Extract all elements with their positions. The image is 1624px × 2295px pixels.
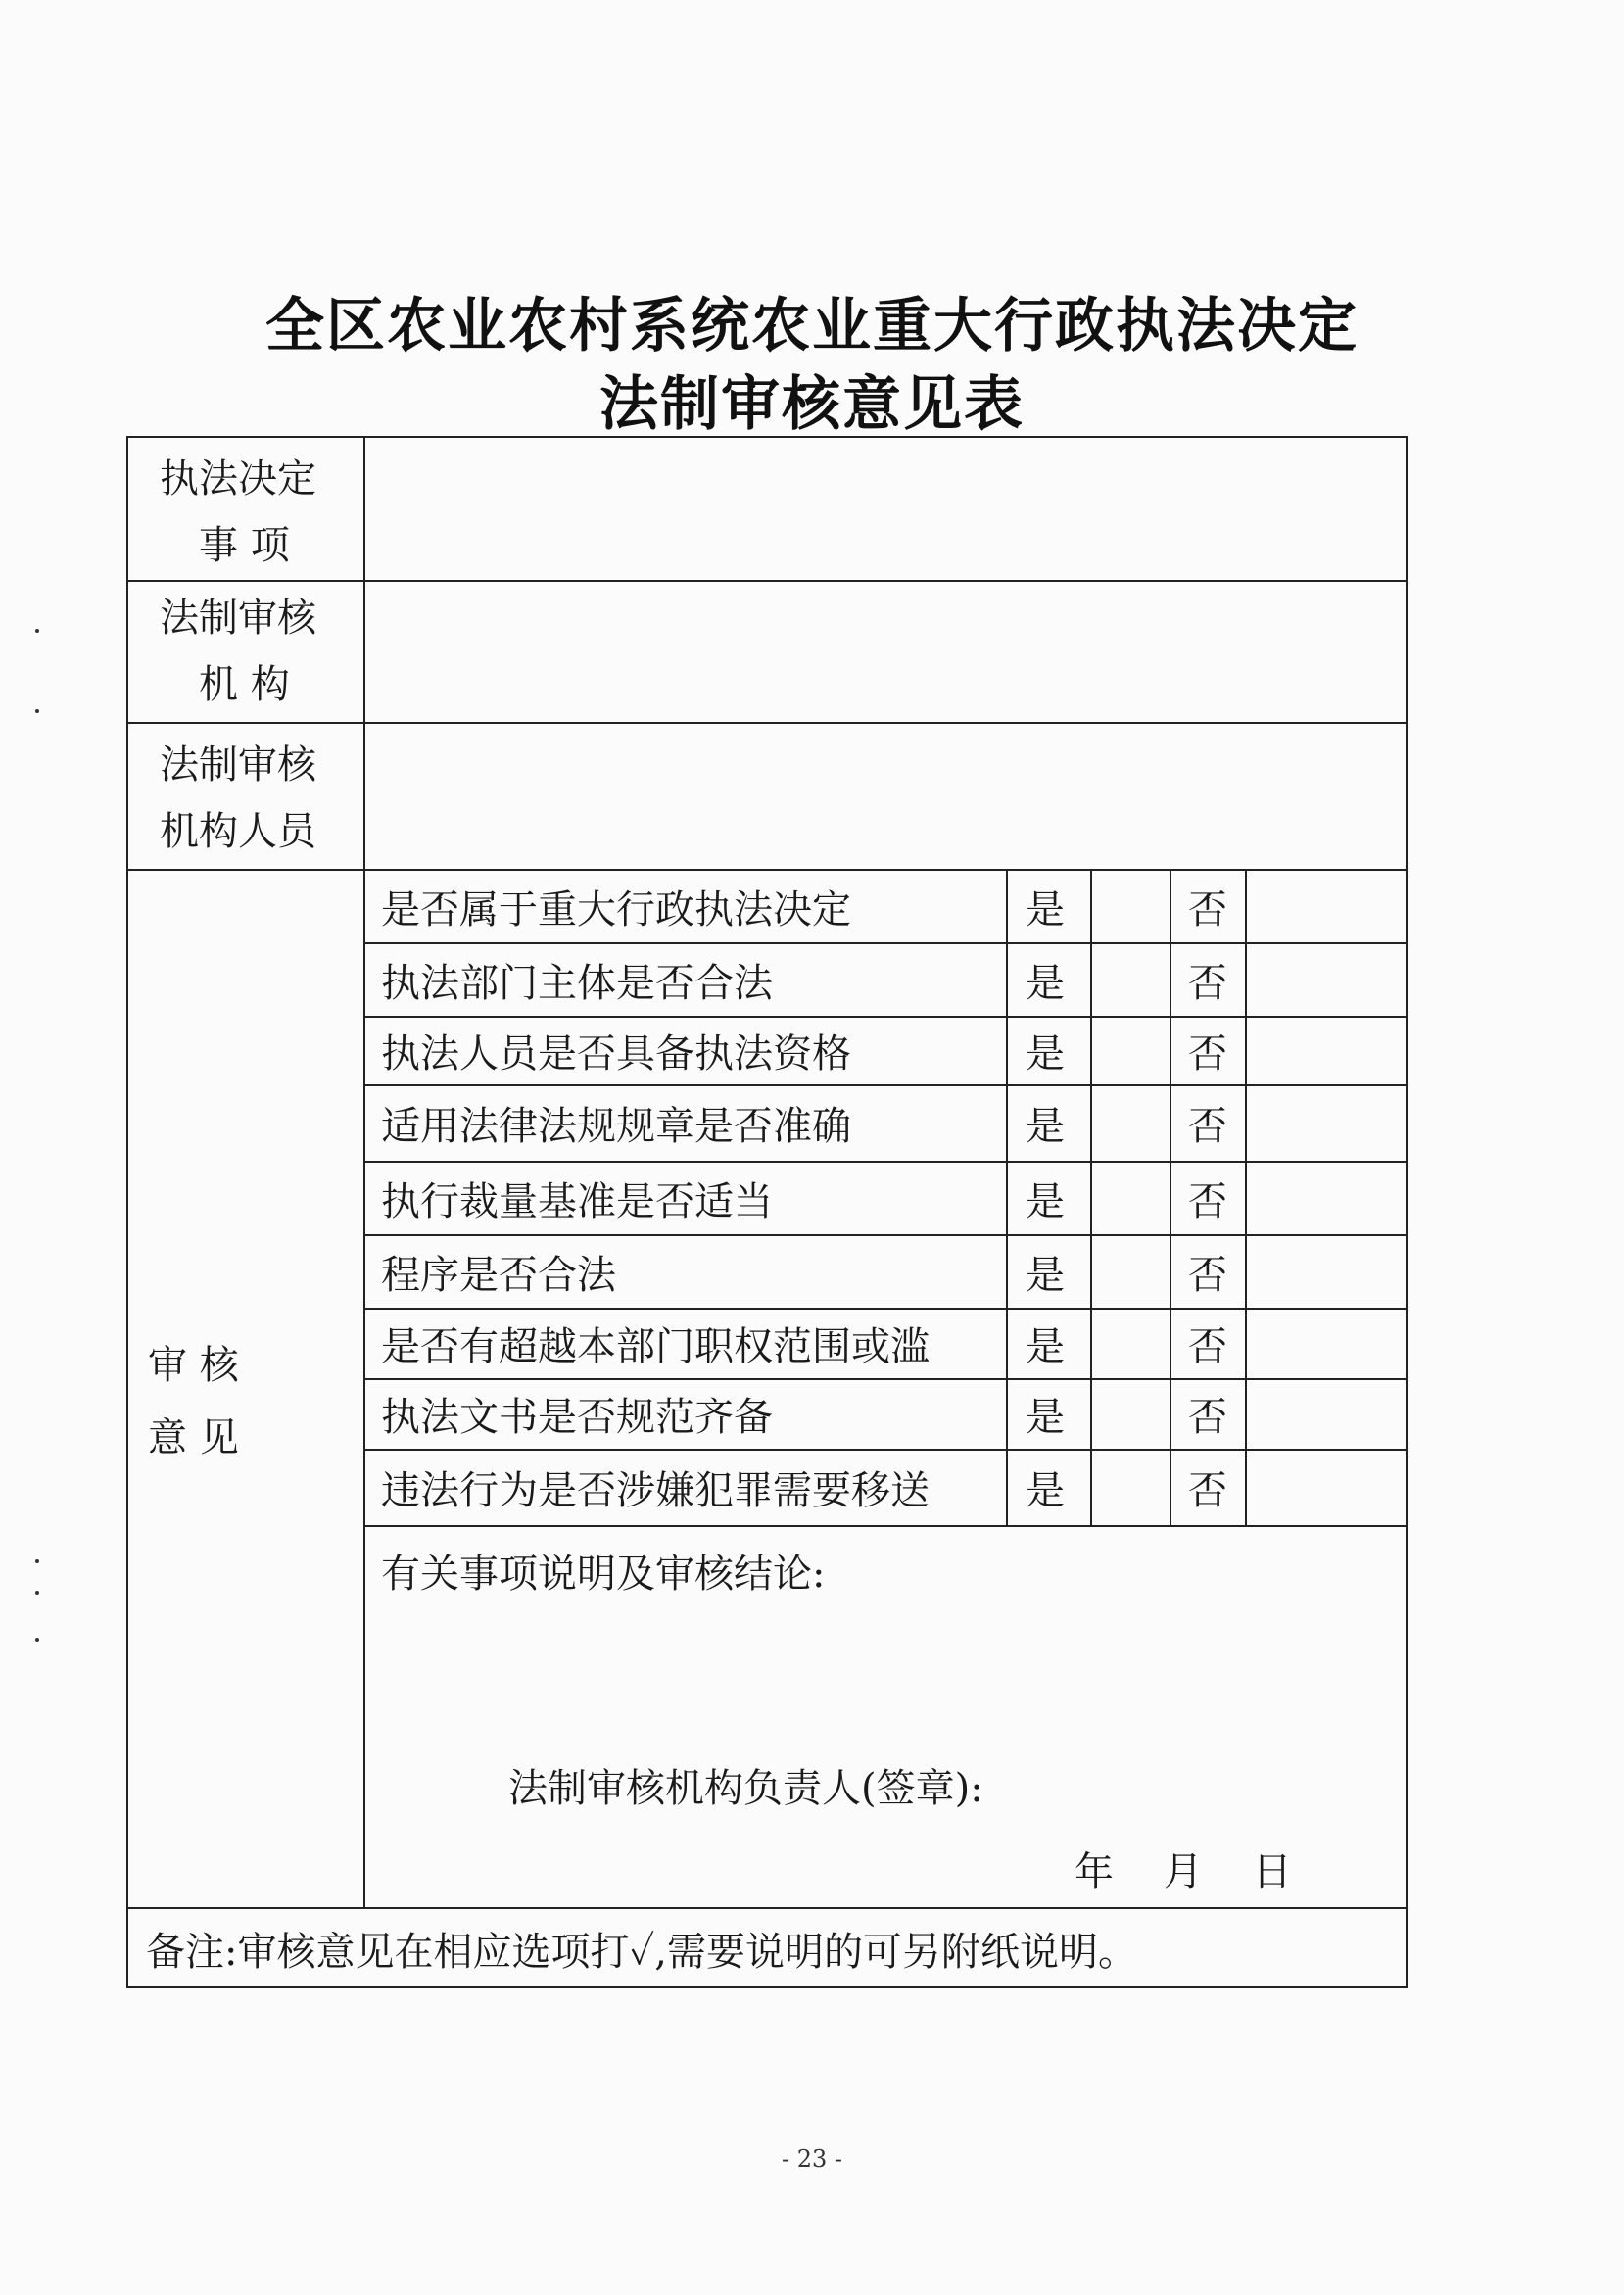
yes-label: 是 [1026,1178,1065,1224]
yes-checkbox-cell[interactable] [1094,1238,1167,1306]
staff-input-cell[interactable] [367,726,1404,867]
agency-label: 法制审核 机 构 [160,596,316,707]
no-checkbox-cell[interactable] [1249,946,1404,1014]
checklist-item-text: 执行裁量基准是否适当 [381,1178,773,1224]
no-label: 否 [1188,1395,1227,1440]
staff-label: 法制审核 机构人员 [160,742,316,854]
no-checkbox-cell[interactable] [1249,1088,1404,1159]
scan-speck [35,629,39,633]
yes-checkbox-cell[interactable] [1094,946,1167,1014]
review-form-table [126,436,1408,1988]
yes-label: 是 [1026,1395,1065,1440]
yes-checkbox-cell[interactable] [1094,1165,1167,1232]
checklist-item-text: 是否属于重大行政执法决定 [381,886,851,932]
matter-label: 执法决定 事 项 [160,456,316,568]
date-label: 年 月 日 [1075,1849,1292,1894]
checklist-item-text: 执法部门主体是否合法 [381,960,773,1006]
no-checkbox-cell[interactable] [1249,1382,1404,1447]
checklist-item-text: 适用法律法规规章是否准确 [381,1104,851,1149]
no-label: 否 [1188,1031,1227,1076]
conclusion-heading: 有关事项说明及审核结论: [381,1552,826,1597]
no-label: 否 [1188,1252,1227,1298]
no-checkbox-cell[interactable] [1249,1312,1404,1376]
checklist-item-text: 违法行为是否涉嫌犯罪需要移送 [381,1468,930,1513]
agency-input-cell[interactable] [367,584,1404,720]
no-checkbox-cell[interactable] [1249,1238,1404,1306]
yes-checkbox-cell[interactable] [1094,1020,1167,1082]
no-label: 否 [1188,960,1227,1006]
yes-checkbox-cell[interactable] [1094,1453,1167,1523]
checklist-item-text: 执法人员是否具备执法资格 [381,1031,851,1076]
document-title-line1: 全区农业农村系统农业重大行政执法决定 [265,292,1359,360]
no-label: 否 [1188,1324,1227,1369]
document-title-line2: 法制审核意见表 [599,370,1025,439]
scan-speck [35,1638,39,1642]
yes-label: 是 [1026,1324,1065,1369]
no-label: 否 [1188,1468,1227,1513]
no-checkbox-cell[interactable] [1249,1453,1404,1523]
checklist-item-text: 程序是否合法 [381,1252,616,1298]
no-checkbox-cell[interactable] [1249,1020,1404,1082]
no-checkbox-cell[interactable] [1249,1165,1404,1232]
yes-checkbox-cell[interactable] [1094,1382,1167,1447]
scan-speck [35,709,39,713]
no-label: 否 [1188,1178,1227,1224]
checklist-item-text: 是否有超越本部门职权范围或滥 [381,1324,930,1369]
yes-label: 是 [1026,1031,1065,1076]
no-checkbox-cell[interactable] [1249,873,1404,940]
scan-speck [35,1559,39,1563]
page-number: - 23 - [781,2145,842,2173]
yes-label: 是 [1026,1252,1065,1298]
signature-label: 法制审核机构负责人(签章): [508,1766,983,1811]
yes-label: 是 [1026,1104,1065,1149]
conclusion-input-area[interactable] [367,1603,1404,1711]
review-opinion-label: 审 核 意 见 [148,1343,239,1460]
scan-speck [35,1591,39,1595]
matter-input-cell[interactable] [367,440,1404,578]
no-label: 否 [1188,1104,1227,1149]
no-label: 否 [1188,886,1227,932]
yes-label: 是 [1026,886,1065,932]
yes-label: 是 [1026,960,1065,1006]
yes-checkbox-cell[interactable] [1094,1312,1167,1376]
footnote: 备注:审核意见在相应选项打✓,需要说明的可另附纸说明。 [146,1930,1137,1975]
yes-checkbox-cell[interactable] [1094,1088,1167,1159]
yes-label: 是 [1026,1468,1065,1513]
checklist-item-text: 执法文书是否规范齐备 [381,1395,773,1440]
yes-checkbox-cell[interactable] [1094,873,1167,940]
